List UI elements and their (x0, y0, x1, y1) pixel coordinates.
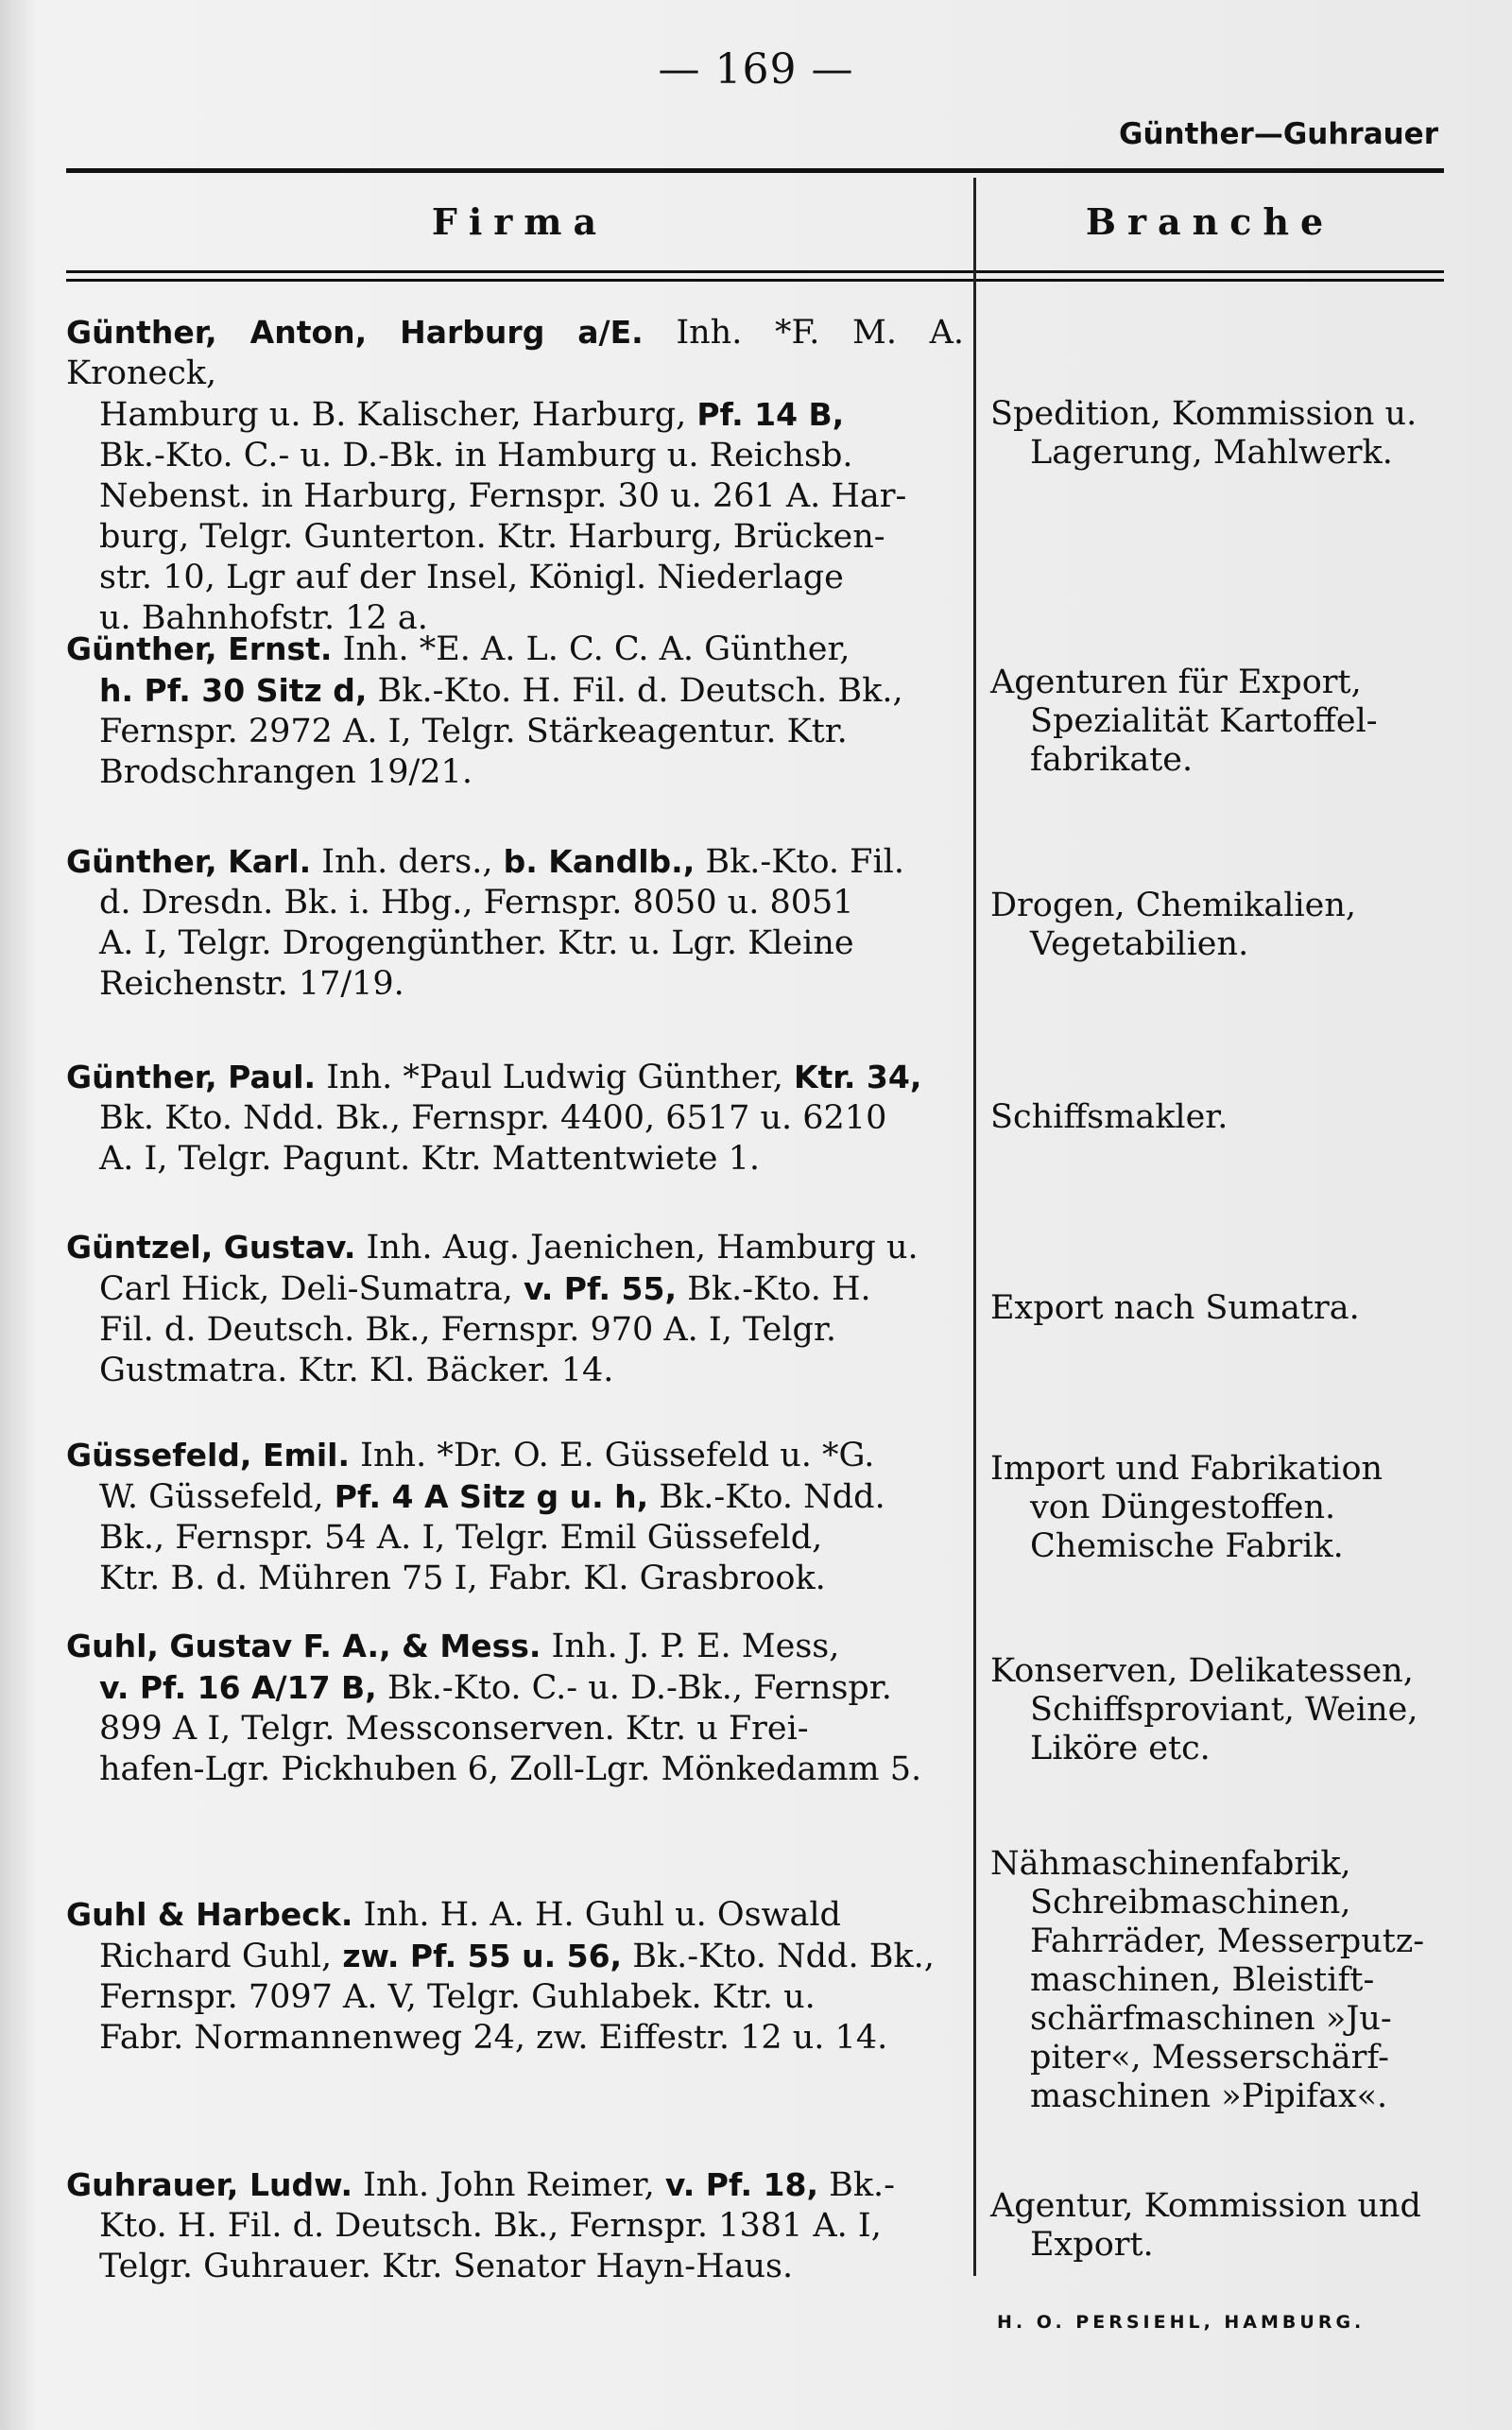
firma-text: Richard Guhl, (99, 1938, 343, 1975)
company-name: Guhl, Gustav F. A., & Mess. (66, 1628, 541, 1664)
company-name: Günther, Karl. (66, 843, 312, 880)
company-name: Günther, Ernst. (66, 630, 333, 667)
column-header-firma: Firma (431, 200, 609, 243)
firma-text: Bk.-Kto. C.- u. D.-Bk., Fernspr. (376, 1669, 892, 1707)
company-name: Günther, Paul. (66, 1059, 317, 1095)
branche-line: Nähmaschinenfabrik, (990, 1845, 1351, 1883)
header-rule (66, 168, 1444, 173)
branche-line: Spezialität Kartoffel- (1030, 702, 1378, 740)
entry-firma (66, 2164, 964, 2287)
firma-line (66, 1139, 964, 1180)
firma-line (66, 2164, 964, 2206)
branche-line: Import und Fabrikation (990, 1450, 1383, 1488)
firma-text: Inh. *F. M. A. Kroneck, (66, 314, 965, 392)
branche-line: Fahrräder, Messerputz- (1030, 1922, 1425, 1960)
column-header-branche: Branche (1085, 200, 1335, 243)
branche-line: Lagerung, Mahlwerk. (1030, 434, 1393, 472)
branche-line: Export. (1030, 2226, 1154, 2264)
firma-line (66, 1435, 964, 1476)
firma-text: Bk.-Kto. H. Fil. d. Deutsch. Bk., (367, 672, 903, 710)
firma-text: zw. Pf. 55 u. 56, (342, 1938, 623, 1974)
branche-line: Spedition, Kommission u. (990, 395, 1418, 433)
firma-line (66, 883, 964, 923)
firma-text: Inh. ders., (311, 843, 504, 881)
firma-line (66, 558, 964, 598)
firma-line (66, 1518, 964, 1559)
firma-text: Pf. 4 A Sitz g u. h, (334, 1478, 649, 1515)
firma-text: u. Bahnhofstr. 12 a. (99, 599, 428, 637)
firma-line (66, 964, 964, 1005)
branche-line: Vegetabilien. (1030, 925, 1249, 963)
firma-line (66, 670, 964, 712)
entry-branche (990, 887, 1444, 964)
entry-branche (990, 1450, 1444, 1566)
entry-firma (66, 1435, 964, 1599)
firma-text: Fernspr. 2972 A. I, Telgr. Stärkeagentur. Ktr. (99, 713, 848, 750)
firma-text: Nebenst. in Harburg, Fernspr. 30 u. 261 A. Har- (99, 477, 907, 515)
firma-text: Fil. d. Deutsch. Bk., Fernspr. 970 A. I, Telgr. (99, 1311, 836, 1349)
firma-text: Fernspr. 7097 A. V, Telgr. Guhlabek. Ktr. u. (99, 1978, 816, 2016)
firma-line (66, 2018, 964, 2059)
firma-text: Bk.- (817, 2166, 895, 2204)
firma-text: v. Pf. 16 A/17 B, (99, 1669, 377, 1706)
firma-text: Hamburg u. B. Kalischer, Harburg, (99, 396, 697, 434)
branche-line: piter«, Messerschärf- (1030, 2039, 1389, 2077)
company-name: Guhl & Harbeck. (66, 1896, 353, 1933)
firma-line (66, 1227, 964, 1268)
firma-text: Telgr. Guhrauer. Ktr. Senator Hayn-Haus. (99, 2248, 794, 2285)
firma-text: d. Dresdn. Bk. i. Hbg., Fernspr. 8050 u. 8051 (99, 884, 854, 922)
firma-text: Bk.-Kto. Fil. (695, 843, 904, 881)
branche-line: Schreibmaschinen, (1030, 1884, 1351, 1922)
firma-line (66, 629, 964, 670)
firma-line (66, 1057, 964, 1098)
firma-text: Ktr. 34, (793, 1059, 922, 1095)
column-divider (973, 178, 976, 2276)
firma-line (66, 394, 964, 436)
firma-text: Bk.-Kto. C.- u. D.-Bk. in Hamburg u. Reichsb. (99, 437, 853, 474)
firma-text: A. I, Telgr. Drogengünther. Ktr. u. Lgr. Kleine (99, 924, 854, 962)
firma-text: v. Pf. 18, (664, 2166, 818, 2203)
firma-text: W. Güssefeld, (99, 1478, 335, 1516)
branche-line: Schiffsmakler. (990, 1098, 1228, 1136)
entry-firma (66, 841, 964, 1005)
entry-firma (66, 1057, 964, 1180)
branche-line: schärfmaschinen »Ju- (1030, 2000, 1392, 2038)
company-name: Güntzel, Gustav. (66, 1229, 356, 1266)
firma-text: Inh. *Paul Ludwig Günther, (316, 1059, 794, 1096)
entry-firma (66, 1894, 964, 2059)
entry-firma (66, 1626, 964, 1790)
firma-line (66, 312, 964, 394)
firma-text: Inh. John Reimer, (352, 2166, 665, 2204)
entry-firma (66, 312, 964, 639)
running-head: Günther—Guhrauer (1119, 117, 1438, 151)
firma-text: Pf. 14 B, (696, 396, 845, 433)
firma-line (66, 517, 964, 558)
page-number: — 169 — (658, 45, 854, 94)
branche-line: Export nach Sumatra. (990, 1289, 1360, 1327)
firma-text: Kto. H. Fil. d. Deutsch. Bk., Fernspr. 1381 A. I, (99, 2207, 882, 2245)
firma-line (66, 1749, 964, 1790)
branche-line: Agentur, Kommission und (990, 2187, 1421, 2225)
firma-text: Brodschrangen 19/21. (99, 753, 472, 791)
firma-line (66, 1559, 964, 1599)
entry-firma (66, 629, 964, 793)
firma-text: Bk.-Kto. H. (677, 1270, 871, 1308)
branche-line: maschinen »Pipifax«. (1030, 2077, 1388, 2115)
firma-text: str. 10, Lgr auf der Insel, Königl. Niederlage (99, 559, 844, 596)
firma-text: v. Pf. 55, (523, 1270, 678, 1307)
firma-line (66, 436, 964, 476)
firma-line (66, 1351, 964, 1391)
firma-text: Fabr. Normannenweg 24, zw. Eiffestr. 12 u. 14. (99, 2019, 888, 2057)
entry-branche (990, 1845, 1444, 2116)
entry-branche (990, 1289, 1444, 1328)
firma-text: Bk.-Kto. Ndd. Bk., (622, 1938, 935, 1975)
firma-line (66, 1894, 964, 1936)
firma-line (66, 1977, 964, 2018)
firma-line (66, 1626, 964, 1667)
firma-text: 899 A I, Telgr. Messconserven. Ktr. u Frei- (99, 1710, 809, 1748)
branche-line: Liköre etc. (1030, 1730, 1211, 1767)
firma-line (66, 1310, 964, 1351)
firma-text: Inh. Aug. Jaenichen, Hamburg u. (355, 1229, 919, 1267)
printer-imprint: H. O. PERSIEHL, HAMBURG. (997, 2312, 1366, 2333)
header-double-rule-upper (66, 270, 1444, 273)
company-name: Güssefeld, Emil. (66, 1437, 351, 1474)
firma-text: Ktr. B. d. Mühren 75 I, Fabr. Kl. Grasbrook. (99, 1560, 826, 1597)
branche-line: Schiffsproviant, Weine, (1030, 1691, 1418, 1729)
firma-line (66, 712, 964, 752)
firma-text: Inh. H. A. H. Guhl u. Oswald (352, 1896, 841, 1934)
firma-line (66, 2247, 964, 2287)
firma-line (66, 1667, 964, 1709)
firma-text: Bk.-Kto. Ndd. (648, 1478, 885, 1516)
branche-line: Chemische Fabrik. (1030, 1527, 1344, 1565)
firma-text: Bk., Fernspr. 54 A. I, Telgr. Emil Güssefeld, (99, 1519, 823, 1557)
firma-text: b. Kandlb., (503, 843, 696, 880)
entry-branche (990, 664, 1444, 780)
company-name: Günther, Anton, Harburg a/E. (66, 314, 644, 351)
entry-branche (990, 395, 1444, 473)
firma-line (66, 1709, 964, 1749)
firma-line (66, 752, 964, 793)
entry-branche (990, 1652, 1444, 1768)
firma-text: Reichenstr. 17/19. (99, 965, 404, 1003)
firma-line (66, 476, 964, 517)
firma-text: Inh. *E. A. L. C. C. A. Günther, (332, 630, 850, 668)
firma-text: A. I, Telgr. Pagunt. Ktr. Mattentwiete 1. (99, 1140, 760, 1178)
firma-text: Carl Hick, Deli-Sumatra, (99, 1270, 524, 1308)
entry-branche (990, 2187, 1444, 2265)
entry-firma (66, 1227, 964, 1391)
branche-line: Konserven, Delikatessen, (990, 1652, 1414, 1690)
firma-line (66, 2206, 964, 2247)
branche-line: fabrikate. (1030, 741, 1194, 779)
firma-line (66, 1098, 964, 1139)
firma-text: Bk. Kto. Ndd. Bk., Fernspr. 4400, 6517 u. 6210 (99, 1099, 887, 1137)
branche-line: maschinen, Bleistift- (1030, 1961, 1375, 1999)
firma-text: burg, Telgr. Gunterton. Ktr. Harburg, Brücken- (99, 518, 885, 556)
branche-line: Drogen, Chemikalien, (990, 887, 1357, 924)
header-double-rule-lower (66, 279, 1444, 282)
firma-line (66, 841, 964, 883)
company-name: Guhrauer, Ludw. (66, 2166, 352, 2203)
firma-line (66, 1936, 964, 1977)
branche-line: von Düngestoffen. (1030, 1489, 1336, 1526)
firma-line (66, 1476, 964, 1518)
firma-text: hafen-Lgr. Pickhuben 6, Zoll-Lgr. Mönkedamm 5. (99, 1750, 922, 1788)
firma-text: Gustmatra. Ktr. Kl. Bäcker. 14. (99, 1352, 614, 1389)
firma-text: Inh. *Dr. O. E. Güssefeld u. *G. (350, 1437, 875, 1474)
firma-line (66, 1268, 964, 1310)
branche-line: Agenturen für Export, (990, 664, 1362, 701)
firma-text: h. Pf. 30 Sitz d, (99, 672, 368, 709)
firma-text: Inh. J. P. E. Mess, (541, 1628, 840, 1665)
entry-branche (990, 1098, 1444, 1137)
firma-line (66, 923, 964, 964)
